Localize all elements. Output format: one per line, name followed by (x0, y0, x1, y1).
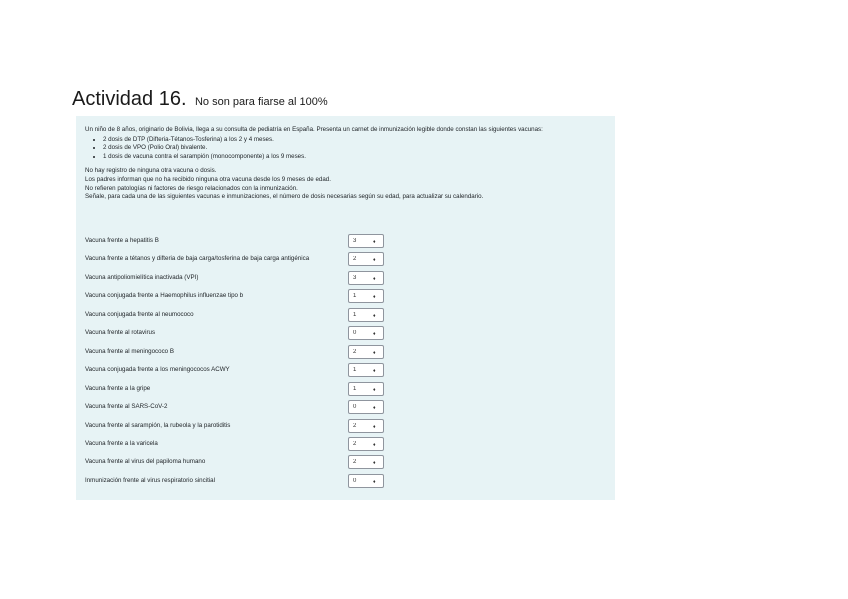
activity-subtitle: No son para fiarse al 100% (194, 96, 328, 108)
vaccine-row (85, 345, 385, 359)
note-line: Señale, para cada una de las siguientes vacunas e inmunizaciones, el número de dosis necesarias según su edad, para actualizar su calendario. (85, 193, 484, 201)
chevron-down-icon: ♦ (373, 312, 376, 319)
dose-count-select[interactable] (348, 345, 384, 359)
vaccine-row (85, 419, 385, 433)
dose-count-select[interactable] (348, 363, 384, 377)
vaccine-row (85, 455, 385, 469)
history-item: • 2 dosis de VPO (Polio Oral) bivalente. (103, 144, 607, 153)
vaccine-row (85, 308, 385, 322)
activity-title (72, 88, 328, 111)
vaccine-row (85, 363, 385, 377)
note-line: No refieren patologías ni factores de riesgo relacionados con la inmunización. (85, 184, 298, 192)
question-notes (85, 167, 607, 201)
vaccine-label: Vacuna frente al SARS-CoV-2 (85, 403, 168, 411)
history-item: • 2 dosis de DTP (Difteria-Tétanos-Tosferina) a los 2 y 4 meses. (103, 136, 607, 145)
chevron-down-icon: ♦ (373, 368, 376, 375)
chevron-down-icon: ♦ (373, 257, 376, 264)
chevron-down-icon: ♦ (373, 423, 376, 430)
chevron-down-icon: ♦ (373, 331, 376, 338)
note-line: No hay registro de ninguna otra vacuna o dosis. (85, 167, 217, 175)
vaccine-row (85, 382, 385, 396)
activity-heading: Actividad 16. (72, 88, 187, 110)
vaccine-label: Vacuna frente a la varicela (85, 439, 158, 447)
vaccine-label: Vacuna conjugada frente a Haemophilus influenzae tipo b (85, 292, 244, 300)
vaccine-row (85, 252, 385, 266)
vaccine-label: Vacuna frente al rotavirus (85, 329, 156, 337)
dose-count-select[interactable] (348, 400, 384, 414)
dose-count-select[interactable] (348, 455, 384, 469)
vaccine-label: Vacuna frente al meningococo B (85, 347, 174, 355)
chevron-down-icon: ♦ (373, 441, 376, 448)
dose-count-select[interactable] (348, 308, 384, 322)
vaccine-label: Vacuna frente a la gripe (85, 384, 151, 392)
vaccine-row (85, 326, 385, 340)
vaccine-label: Inmunización frente al virus respiratorio sincitial (85, 476, 215, 484)
vaccine-label: Vacuna conjugada frente a los meningococos ACWY (85, 366, 230, 374)
vaccine-label: Vacuna frente al sarampión, la rubeola y la parotiditis (85, 421, 231, 429)
vaccine-history-list (85, 136, 607, 162)
chevron-down-icon: ♦ (373, 349, 376, 356)
vaccine-row (85, 400, 385, 414)
vaccine-label: Vacuna frente a tétanos y difteria de baja carga/tosferina de baja carga antigénica (85, 255, 310, 263)
dose-count-select[interactable] (348, 326, 384, 340)
question-intro: Un niño de 8 años, originario de Bolivia, llega a su consulta de pediatría en España. Presenta un carnet de inmunización legible donde constan las siguientes vacunas: (85, 126, 543, 133)
chevron-down-icon: ♦ (373, 405, 376, 412)
dose-count-select[interactable] (348, 289, 384, 303)
vaccine-label: Vacuna frente al virus del papiloma humano (85, 458, 206, 466)
dose-count-select[interactable] (348, 474, 384, 488)
vaccine-row (85, 289, 385, 303)
chevron-down-icon: ♦ (373, 478, 376, 485)
vaccine-row (85, 271, 385, 285)
vaccine-label: Vacuna antipoliomielítica inactivada (VPI) (85, 273, 199, 281)
chevron-down-icon: ♦ (373, 275, 376, 282)
dose-count-select[interactable] (348, 271, 384, 285)
history-item: • 1 dosis de vacuna contra el sarampión (monocomponente) a los 9 meses. (103, 153, 607, 162)
dose-count-select[interactable] (348, 419, 384, 433)
vaccine-label: Vacuna conjugada frente al neumococo (85, 310, 194, 318)
chevron-down-icon: ♦ (373, 294, 376, 301)
dose-count-select[interactable] (348, 437, 384, 451)
dose-count-select[interactable] (348, 252, 384, 266)
dose-count-select[interactable] (348, 382, 384, 396)
vaccine-row (85, 234, 385, 248)
note-line: Los padres informan que no ha recibido ninguna otra vacuna desde los 9 meses de edad. (85, 175, 331, 183)
chevron-down-icon: ♦ (373, 386, 376, 393)
vaccine-row (85, 437, 385, 451)
dose-count-select[interactable] (348, 234, 384, 248)
question-panel (76, 116, 615, 500)
vaccine-label: Vacuna frente a hepatitis B (85, 237, 159, 244)
vaccine-row (85, 474, 385, 488)
chevron-down-icon: ♦ (373, 460, 376, 467)
chevron-down-icon: ♦ (373, 239, 376, 245)
